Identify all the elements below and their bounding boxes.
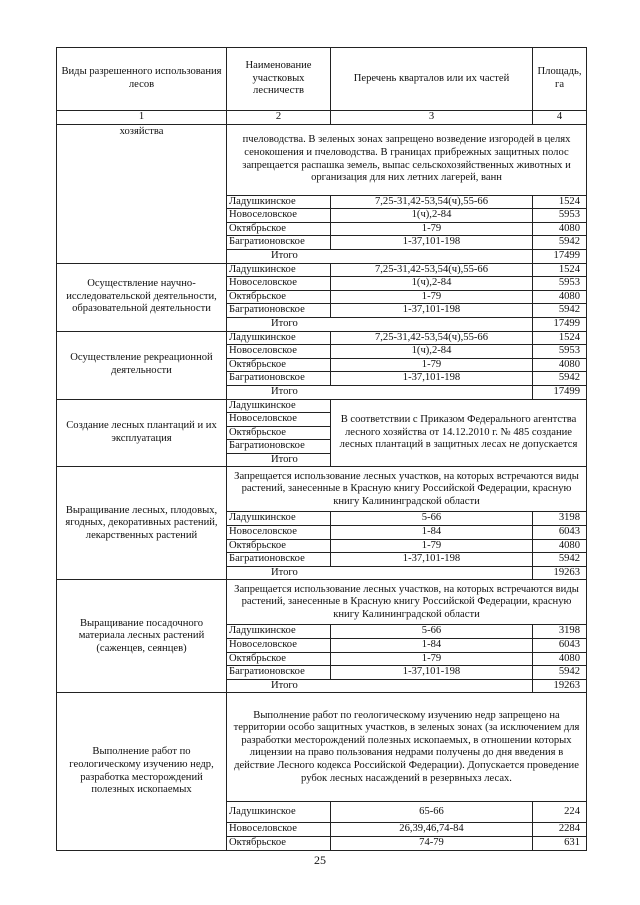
quarters-value: 1-37,101-198 xyxy=(331,236,533,250)
area-value: 5953 xyxy=(533,345,587,359)
area-value: 4080 xyxy=(533,652,587,666)
forestry-name: Октябрьское xyxy=(227,290,331,304)
total-value: 17499 xyxy=(533,317,587,331)
forestry-name: Новоселовское xyxy=(227,823,331,837)
area-value: 1524 xyxy=(533,195,587,209)
area-value: 5942 xyxy=(533,304,587,318)
area-value: 1524 xyxy=(533,331,587,345)
quarters-value: 1-37,101-198 xyxy=(331,553,533,567)
quarters-value: 5-66 xyxy=(331,512,533,526)
area-value: 3198 xyxy=(533,625,587,639)
table-row xyxy=(57,124,587,195)
header-use-type: Виды разрешенного использования лесов xyxy=(57,48,227,111)
forestry-name: Октябрьское xyxy=(227,222,331,236)
total-label: Итого xyxy=(227,317,533,331)
column-number: 1 xyxy=(57,111,227,125)
use-type-label: Создание лесных плантаций и их эксплуатация xyxy=(57,399,227,467)
forestry-name: Багратионовское xyxy=(227,666,331,680)
total-label: Итого xyxy=(227,566,533,580)
forestry-name: Новоселовское xyxy=(227,526,331,540)
area-value: 3198 xyxy=(533,512,587,526)
use-type-label: Выращивание лесных, плодовых, ягодных, декоративных растений, лекарственных растений xyxy=(57,467,227,580)
area-value: 5953 xyxy=(533,209,587,223)
area-value: 5942 xyxy=(533,236,587,250)
column-number-row xyxy=(57,111,587,125)
quarters-value: 1-79 xyxy=(331,290,533,304)
restriction-note: пчеловодства. В зеленых зонах запрещено возведение изгородей в целях сенокошения и пчеловодства. В границах прибрежных защитных полос запрещается распашка земель, выпас сельскохозяйственных животных и организация для них летних лагерей, ванн xyxy=(227,124,587,195)
area-value: 4080 xyxy=(533,539,587,553)
forestry-name: Новоселовское xyxy=(227,277,331,291)
area-value: 6043 xyxy=(533,526,587,540)
area-value: 4080 xyxy=(533,222,587,236)
forestry-name: Ладушкинское xyxy=(227,399,331,413)
area-value: 2284 xyxy=(533,823,587,837)
table-row xyxy=(57,399,587,413)
forest-use-table xyxy=(56,47,587,851)
quarters-value: 1(ч),2-84 xyxy=(331,345,533,359)
forestry-name: Ладушкинское xyxy=(227,331,331,345)
quarters-value: 1-84 xyxy=(331,526,533,540)
quarters-value: 1-37,101-198 xyxy=(331,666,533,680)
forestry-name: Октябрьское xyxy=(227,837,331,851)
forestry-name: Ладушкинское xyxy=(227,263,331,277)
total-label: Итого xyxy=(227,453,331,467)
forestry-name: Ладушкинское xyxy=(227,195,331,209)
total-value: 17499 xyxy=(533,249,587,263)
quarters-value: 1-37,101-198 xyxy=(331,372,533,386)
quarters-value: 65-66 xyxy=(331,802,533,823)
area-value: 6043 xyxy=(533,639,587,653)
area-value: 224 xyxy=(533,802,587,823)
header-quarters: Перечень кварталов или их частей xyxy=(331,48,533,111)
forestry-name: Ладушкинское xyxy=(227,802,331,823)
total-value: 19263 xyxy=(533,679,587,693)
quarters-value: 1-79 xyxy=(331,652,533,666)
quarters-value: 1-37,101-198 xyxy=(331,304,533,318)
use-type-label: Выполнение работ по геологическому изучению недр, разработка месторождений полезных ископаемых xyxy=(57,693,227,850)
quarters-value: 7,25-31,42-53,54(ч),55-66 xyxy=(331,331,533,345)
forestry-name: Новоселовское xyxy=(227,413,331,427)
use-type-label: Выращивание посадочного материала лесных растений (саженцев, сеянцев) xyxy=(57,580,227,693)
plantation-prohibition-note: В соответствии с Приказом Федерального агентства лесного хозяйства от 14.12.2010 г. № 485 создание лесных плантаций в защитных лесах не допускается xyxy=(331,399,587,467)
forestry-name: Багратионовское xyxy=(227,440,331,454)
quarters-value: 1-79 xyxy=(331,539,533,553)
forestry-name: Ладушкинское xyxy=(227,625,331,639)
forestry-name: Багратионовское xyxy=(227,553,331,567)
quarters-value: 1-79 xyxy=(331,358,533,372)
column-number: 2 xyxy=(227,111,331,125)
table-row xyxy=(57,263,587,277)
quarters-value: 1(ч),2-84 xyxy=(331,209,533,223)
table-row xyxy=(57,467,587,512)
table-row xyxy=(57,693,587,802)
forestry-name: Октябрьское xyxy=(227,539,331,553)
forestry-name: Октябрьское xyxy=(227,426,331,440)
use-type-label: хозяйства xyxy=(57,124,227,263)
quarters-value: 1-84 xyxy=(331,639,533,653)
quarters-value: 26,39,46,74-84 xyxy=(331,823,533,837)
forestry-name: Багратионовское xyxy=(227,304,331,318)
forestry-name: Октябрьское xyxy=(227,358,331,372)
total-value: 17499 xyxy=(533,385,587,399)
area-value: 5942 xyxy=(533,553,587,567)
restriction-note: Запрещается использование лесных участков, на которых встречаются виды растений, занесенные в Красную книгу Российской Федерации, красную книгу Калининградской области xyxy=(227,580,587,625)
restriction-note: Запрещается использование лесных участков, на которых встречаются виды растений, занесенные в Красную книгу Российской Федерации, красную книгу Калининградской области xyxy=(227,467,587,512)
column-number: 4 xyxy=(533,111,587,125)
quarters-value: 1(ч),2-84 xyxy=(331,277,533,291)
table-row xyxy=(57,580,587,625)
area-value: 631 xyxy=(533,837,587,851)
area-value: 4080 xyxy=(533,358,587,372)
header-area: Площадь, га xyxy=(533,48,587,111)
total-label: Итого xyxy=(227,249,533,263)
forestry-name: Октябрьское xyxy=(227,652,331,666)
total-value: 19263 xyxy=(533,566,587,580)
header-forestry-name: Наименование участковых лесничеств xyxy=(227,48,331,111)
total-label: Итого xyxy=(227,679,533,693)
use-type-label: Осуществление рекреационной деятельности xyxy=(57,331,227,399)
table-row xyxy=(57,331,587,345)
restriction-note: Выполнение работ по геологическому изучению недр запрещено на территории особо защитных участков, в зеленых зонах (за исключением для разработки месторождений полезных ископаемых, в отношении которых лицензии на право пользования недрами получены до дня введения в действие Лесного кодекса Российской Федерации). Допускается проведение рубок лесных насаждений в резервныхз лесах. xyxy=(227,693,587,802)
area-value: 5953 xyxy=(533,277,587,291)
forestry-name: Багратионовское xyxy=(227,372,331,386)
quarters-value: 1-79 xyxy=(331,222,533,236)
forestry-name: Новоселовское xyxy=(227,209,331,223)
quarters-value: 7,25-31,42-53,54(ч),55-66 xyxy=(331,195,533,209)
column-number: 3 xyxy=(331,111,533,125)
forestry-name: Новоселовское xyxy=(227,639,331,653)
area-value: 4080 xyxy=(533,290,587,304)
area-value: 5942 xyxy=(533,372,587,386)
forestry-name: Новоселовское xyxy=(227,345,331,359)
forestry-name: Ладушкинское xyxy=(227,512,331,526)
use-type-label: Осуществление научно-исследовательской деятельности, образовательной деятельности xyxy=(57,263,227,331)
quarters-value: 5-66 xyxy=(331,625,533,639)
quarters-value: 74-79 xyxy=(331,837,533,851)
area-value: 1524 xyxy=(533,263,587,277)
forestry-name: Багратионовское xyxy=(227,236,331,250)
quarters-value: 7,25-31,42-53,54(ч),55-66 xyxy=(331,263,533,277)
area-value: 5942 xyxy=(533,666,587,680)
total-label: Итого xyxy=(227,385,533,399)
page-number: 25 xyxy=(314,853,326,867)
table-header-row xyxy=(57,48,587,111)
